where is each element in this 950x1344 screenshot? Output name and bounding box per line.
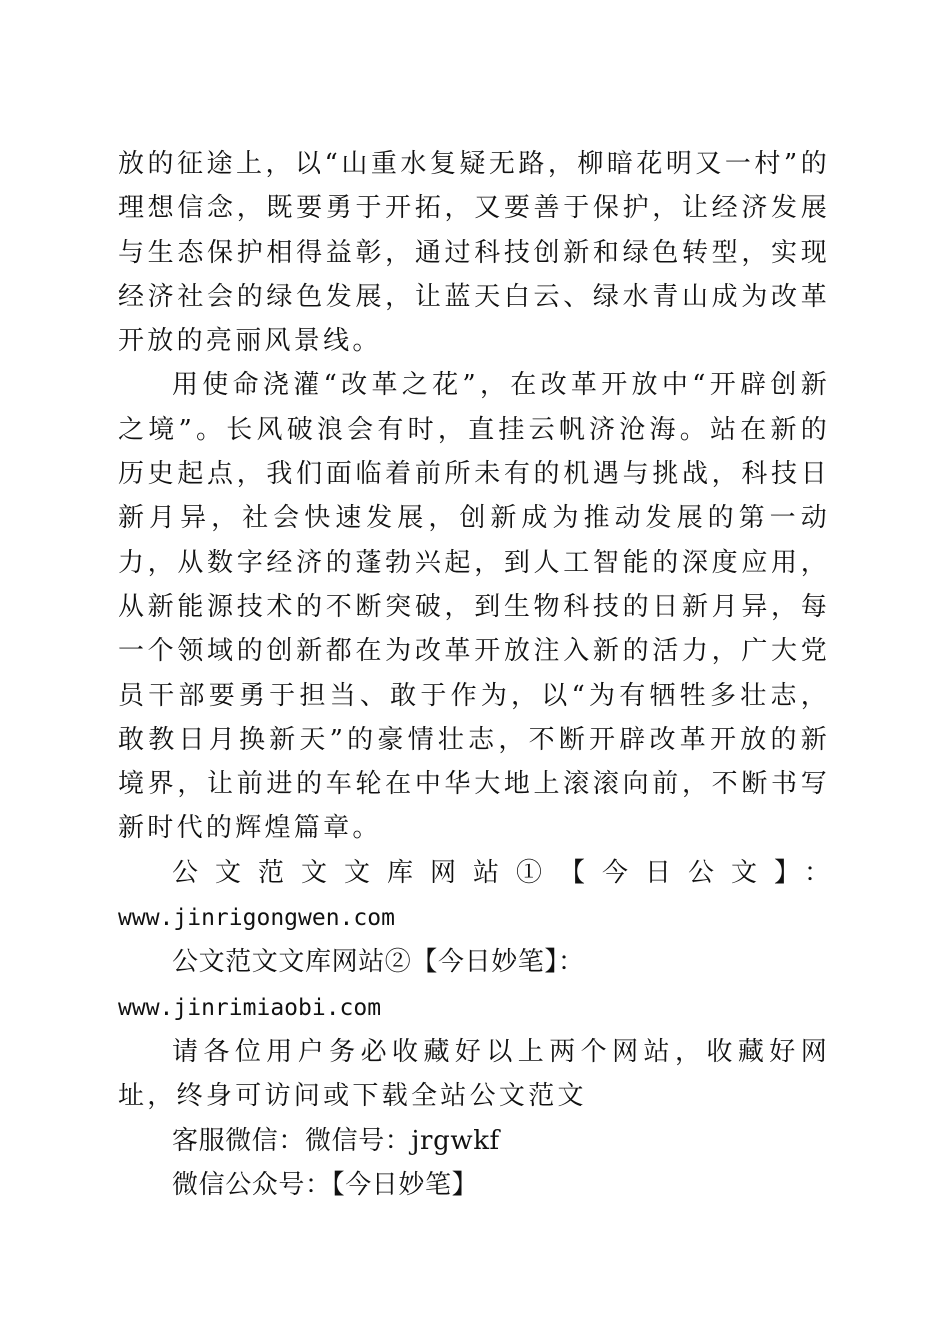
site2-line [118, 940, 830, 1030]
site1-label: 公文范文文库网站①【今日公文】： [172, 857, 830, 888]
wechat-service: 客服微信：微信号：jrgwkf [172, 1125, 500, 1156]
site1-url-text[interactable]: www.jinrigongwen.com [118, 905, 395, 932]
site2-url[interactable]: www.jinrimiaobi.com [118, 994, 382, 1021]
paragraph-continuation: 放的征途上，以“山重水复疑无路，柳暗花明又一村”的理想信念，既要勇于开拓，又要善于保护，让经济发展与生态保护相得益彰，通过科技创新和绿色转型，实现经济社会的绿色发展，让蓝天白云、绿水青山成为改革开放的亮丽风景线。 [118, 149, 830, 357]
document-body [118, 142, 830, 1207]
wechat-official-account: 微信公众号：【今日妙笔】 [172, 1169, 479, 1200]
site2-label: 公文范文文库网站②【今日妙笔】： [172, 947, 585, 978]
bookmark-reminder: 请各位用户务必收藏好以上两个网站，收藏好网址，终身可访问或下载全站公文范文 [118, 1036, 830, 1112]
site1-url[interactable] [118, 895, 830, 940]
paragraph-innovation: 用使命浇灌“改革之花”，在改革开放中“开辟创新之境”。长风破浪会有时，直挂云帆济沧海。站在新的历史起点，我们面临着前所未有的机遇与挑战，科技日新月异，社会快速发展，创新成为推动发展的第一动力，从数字经济的蓬勃兴起，到人工智能的深度应用，从新能源技术的不断突破，到生物科技的日新月异，每一个领域的创新都在为改革开放注入新的活力，广大党员干部要勇于担当、敢于作为，以“为有牺牲多壮志，敢教日月换新天”的豪情壮志，不断开辟改革开放的新境界，让前进的车轮在中华大地上滚滚向前，不断书写新时代的辉煌篇章。 [118, 370, 830, 844]
